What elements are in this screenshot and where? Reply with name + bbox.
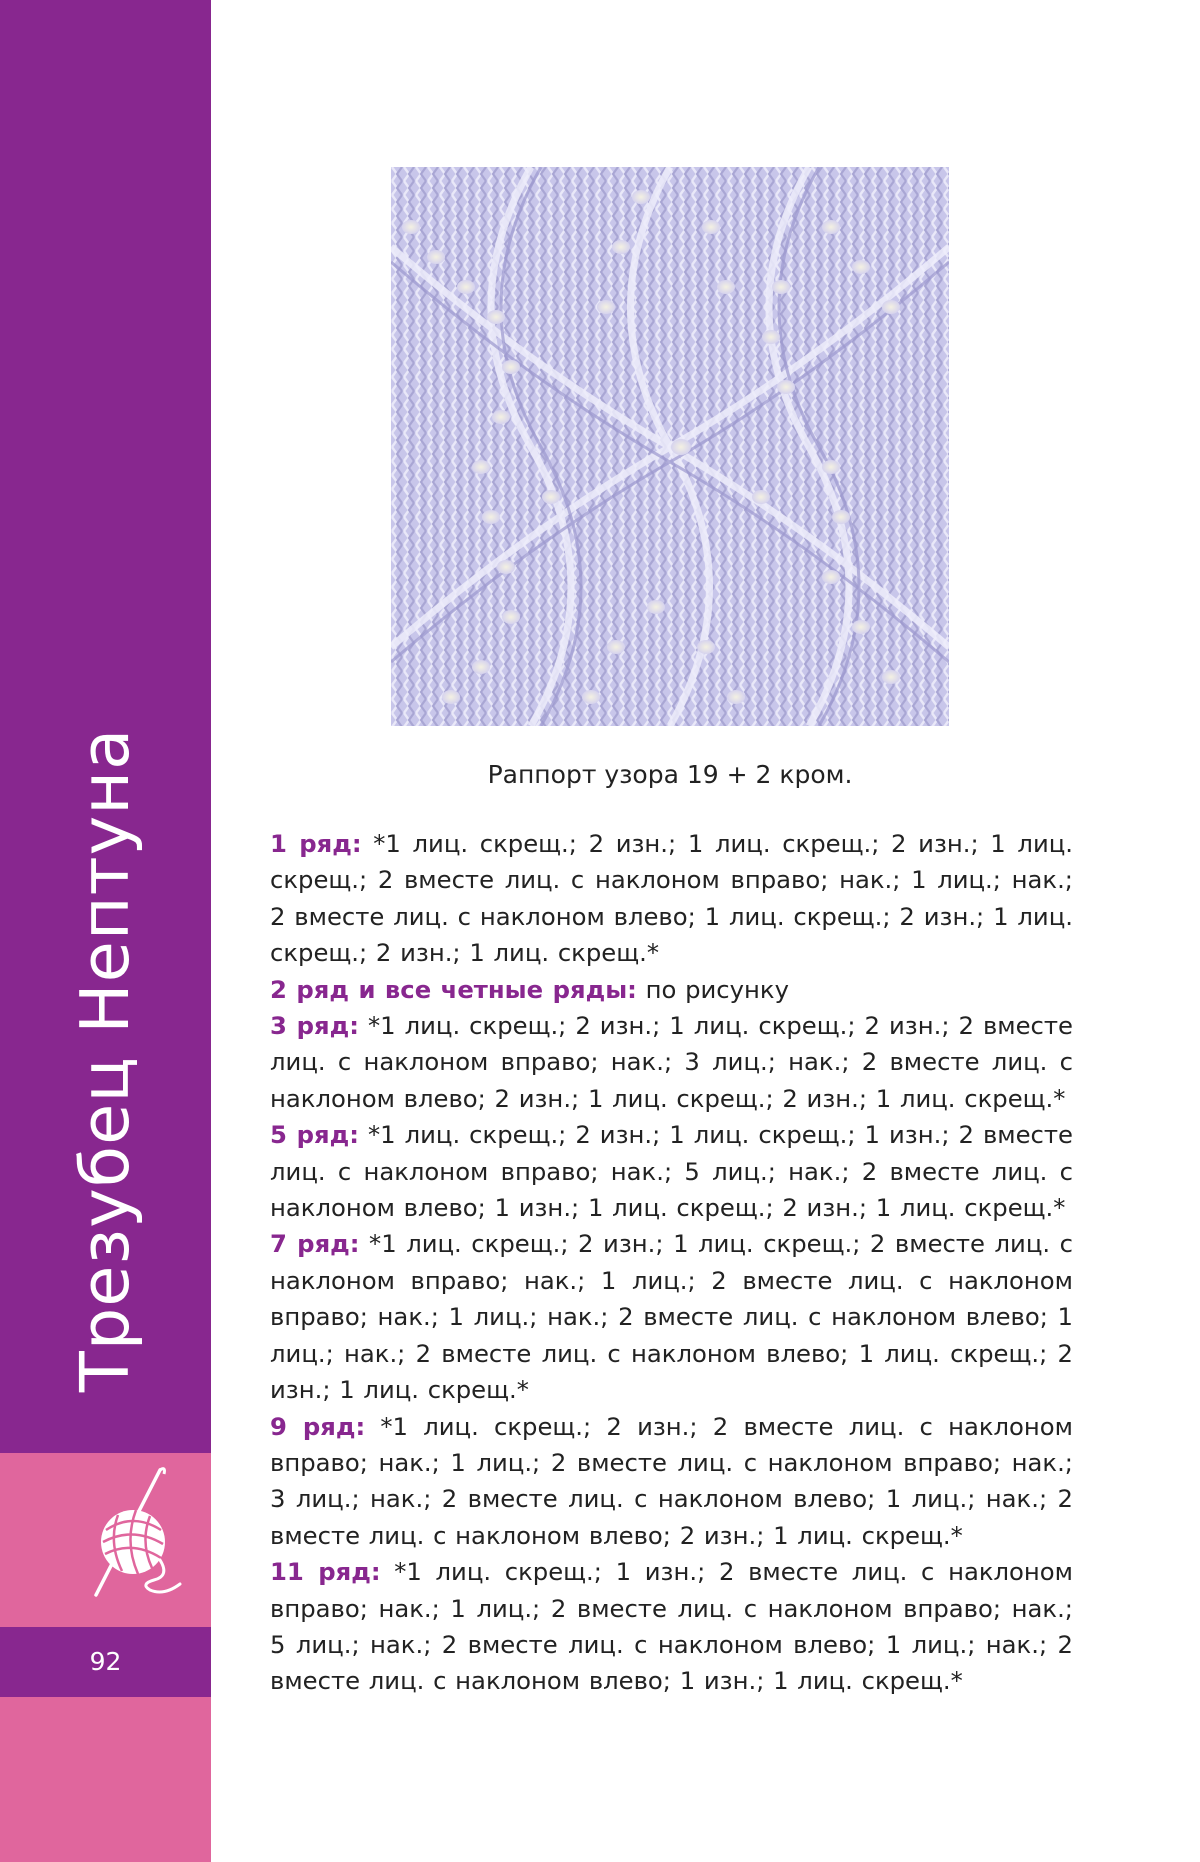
row-11-instruction <box>270 1554 1073 1700</box>
row-text: *1 лиц. скрещ.; 2 изн.; 2 вместе лиц. с наклоном вправо; нак.; 1 лиц.; 2 вместе лиц. с наклоном вправо; нак.; 3 лиц.; нак.; 2 вместе лиц. с наклоном влево; 1 лиц.; нак.; 2 вместе лиц. с наклоном влево; 2 изн.; 1 лиц. скрещ.* <box>270 1411 1073 1550</box>
page-number: 92 <box>89 1647 122 1676</box>
row-2-instruction <box>270 972 1073 1008</box>
pattern-repeat-caption: Раппорт узора 19 + 2 кром. <box>487 760 853 789</box>
row-text: *1 лиц. скрещ.; 2 изн.; 1 лиц. скрещ.; 1 изн.; 2 вместе лиц. с наклоном вправо; нак.; 5 лиц.; нак.; 2 вместе лиц. с наклоном влево; 1 изн.; 1 лиц. скрещ.; 2 изн.; 1 лиц. скрещ.* <box>270 1120 1074 1223</box>
row-text: *1 лиц. скрещ.; 2 изн.; 1 лиц. скрещ.; 2 изн.; 2 вместе лиц. с наклоном вправо; нак.; 3 лиц.; нак.; 2 вместе лиц. с наклоном влево; 2 изн.; 1 лиц. скрещ.; 2 изн.; 1 лиц. скрещ.* <box>270 1011 1074 1113</box>
row-text: *1 лиц. скрещ.; 1 изн.; 2 вместе лиц. с наклоном вправо; нак.; 1 лиц.; 2 вместе лиц. с наклоном вправо; нак.; 5 лиц.; нак.; 2 вместе лиц. с наклоном влево; 1 лиц.; нак.; 2 вместе лиц. с наклоном влево; 1 изн.; 1 лиц. скрещ.* <box>270 1557 1074 1696</box>
row-5-instruction <box>270 1117 1073 1226</box>
row-3-instruction <box>270 1008 1073 1117</box>
row-label: 1 ряд: <box>270 829 362 858</box>
row-label: 9 ряд: <box>270 1411 366 1441</box>
row-label: 5 ряд: <box>270 1120 359 1150</box>
row-label: 3 ряд: <box>270 1011 359 1041</box>
row-text: по рисунку <box>636 974 789 1004</box>
row-1-instruction <box>270 826 1073 972</box>
pattern-title: Трезубец Нептуна <box>66 727 144 1393</box>
sidebar-bottom-band <box>0 1697 211 1862</box>
row-label: 7 ряд: <box>270 1229 360 1259</box>
row-7-instruction <box>270 1226 1073 1408</box>
knitting-instructions <box>270 826 1073 1700</box>
row-label: 11 ряд: <box>270 1557 381 1587</box>
yarn-ball-with-needle-icon <box>78 1460 198 1600</box>
knitted-lace-swatch-photo <box>391 167 949 726</box>
row-text: *1 лиц. скрещ.; 2 изн.; 1 лиц. скрещ.; 2 изн.; 1 лиц. скрещ.; 2 вместе лиц. с наклоном вправо; нак.; 1 лиц.; нак.; 2 вместе лиц. с наклоном влево; 1 лиц. скрещ.; 2 изн.; 1 лиц. скрещ.; 2 изн.; 1 лиц. скрещ.* <box>270 829 1073 968</box>
row-9-instruction <box>270 1409 1073 1555</box>
row-label: 2 ряд и все четные ряды: <box>270 974 637 1004</box>
row-text: *1 лиц. скрещ.; 2 изн.; 1 лиц. скрещ.; 2 вместе лиц. с наклоном вправо; нак.; 1 лиц.; 2 вместе лиц. с наклоном вправо; нак.; 1 лиц.; нак.; 2 вместе лиц. с наклоном влево; 1 лиц.; нак.; 2 вместе лиц. с наклоном влево; 1 лиц. скрещ.; 2 изн.; 1 лиц. скрещ.* <box>270 1229 1073 1405</box>
